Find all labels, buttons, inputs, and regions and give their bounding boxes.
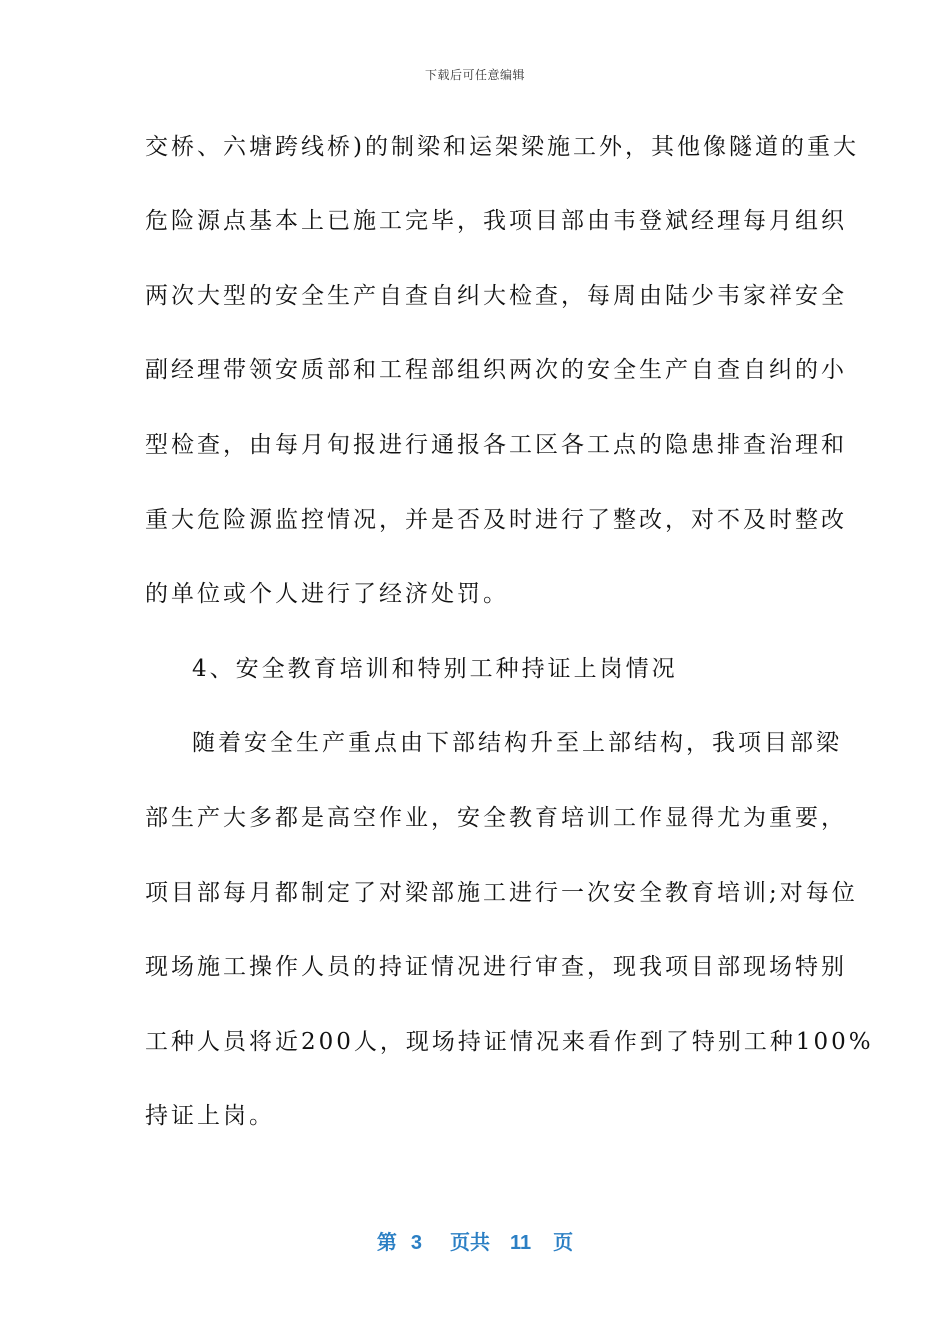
paragraph-line: 工种人员将近200人，现场持证情况来看作到了特别工种100%: [145, 1029, 874, 1055]
paragraph-line: 的单位或个人进行了经济处罚。: [145, 581, 509, 607]
paragraph-line: 交桥、六塘跨线桥)的制梁和运架梁施工外，其他像隧道的重大: [145, 134, 859, 160]
paragraph-line: 项目部每月都制定了对梁部施工进行一次安全教育培训;对每位: [145, 880, 858, 906]
paragraph-line: 重大危险源监控情况，并是否及时进行了整改，对不及时整改: [145, 507, 847, 533]
paragraph-line: 两次大型的安全生产自查自纠大检查，每周由陆少韦家祥安全: [145, 283, 847, 309]
page-prefix: 第: [376, 1232, 397, 1254]
total-pages: 11: [509, 1232, 532, 1254]
paragraph-line: 危险源点基本上已施工完毕，我项目部由韦登斌经理每月组织: [145, 208, 847, 234]
paragraph-line: 随着安全生产重点由下部结构升至上部结构，我项目部梁: [192, 730, 842, 756]
page-number: 3: [410, 1232, 422, 1254]
section-heading: 4、安全教育培训和特别工种持证上岗情况: [192, 656, 678, 682]
header-note: 下载后可任意编辑: [424, 68, 525, 82]
paragraph-line: 持证上岗。: [145, 1103, 275, 1129]
page-suffix: 页: [553, 1232, 574, 1254]
page-footer: [0, 1226, 950, 1255]
paragraph-line: 现场施工操作人员的持证情况进行审查，现我项目部现场特别: [145, 954, 847, 980]
paragraph-line: 部生产大多都是高空作业，安全教育培训工作显得尤为重要，: [145, 805, 847, 831]
paragraph-line: 型检查，由每月旬报进行通报各工区各工点的隐患排查治理和: [145, 432, 847, 458]
page-mid: 页共: [449, 1232, 490, 1254]
paragraph-line: 副经理带领安质部和工程部组织两次的安全生产自查自纠的小: [145, 357, 847, 383]
